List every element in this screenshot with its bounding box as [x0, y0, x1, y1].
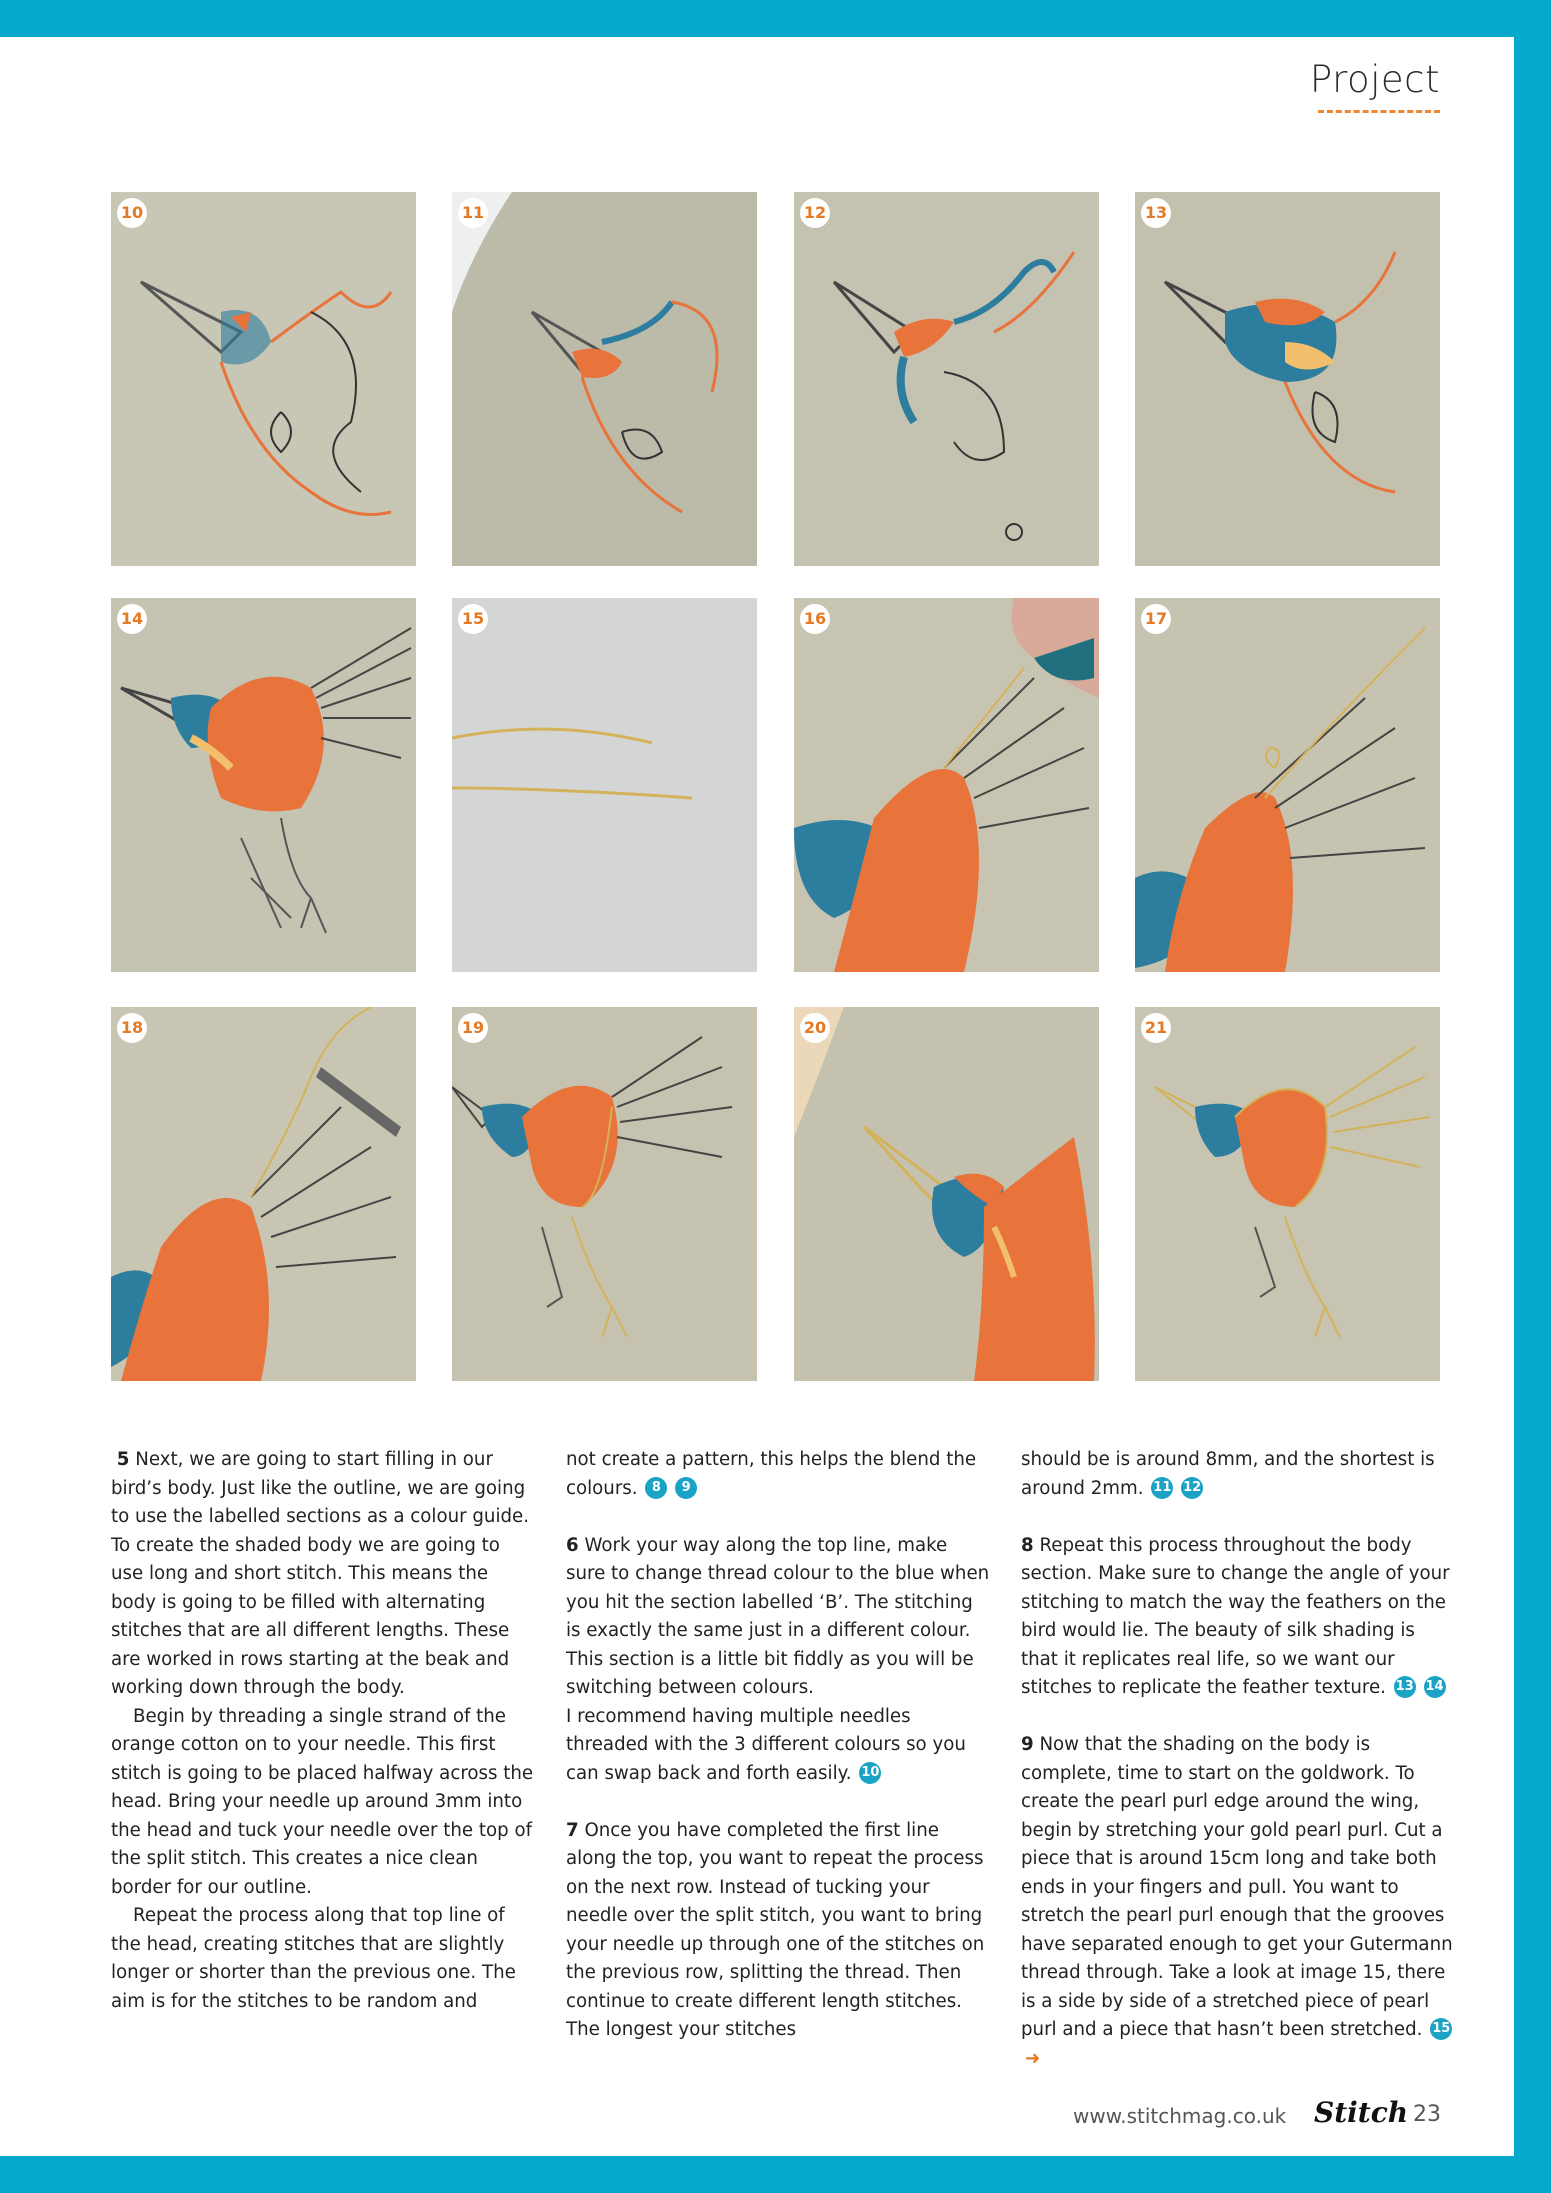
- paragraph-step-5: [111, 1446, 536, 1703]
- step-badge: 10: [117, 198, 147, 228]
- step-number: 5: [116, 1449, 130, 1470]
- step-badge: 20: [800, 1013, 830, 1043]
- paragraph-step-9: [1021, 1731, 1453, 2073]
- paragraph-text: Repeat this process throughout the body section. Make sure to change the angle of your stitching to match the way the feathers on the bird would lie. The beauty of silk shading is that it replicates real life, so we want our stitches to replicate the feather texture.: [1021, 1534, 1450, 1698]
- step-photo-10: [111, 192, 416, 566]
- step-number: 7: [566, 1819, 579, 1841]
- footer-url: www.stitchmag.co.uk: [1073, 2104, 1287, 2128]
- embroidery-photo-21: [1135, 1007, 1440, 1381]
- step-photo-20: [794, 1007, 1099, 1381]
- embroidery-photo-13: [1135, 192, 1440, 566]
- step-badge: 14: [117, 604, 147, 634]
- image-ref-badge: 13: [1394, 1676, 1416, 1698]
- paragraph: [1021, 1446, 1453, 1503]
- paragraph-text: Work your way along the top line, make sure to change thread colour to the blue when you hit the section labelled ‘B’. The stitching is exactly the same just in a different colour. This section is a little bit fiddly as you will be switching between colours.: [566, 1534, 990, 1698]
- step-photo-14: [111, 598, 416, 972]
- step-badge: 21: [1141, 1013, 1171, 1043]
- step-badge: 15: [458, 604, 488, 634]
- paragraph-gap: [566, 1503, 991, 1532]
- continue-arrow-icon: ➜: [1025, 2047, 1041, 2069]
- text-column-3: [1021, 1446, 1453, 2073]
- footer-brand-logo: Stitch: [1314, 2096, 1409, 2129]
- step-badge: 19: [458, 1013, 488, 1043]
- paragraph-step-8: [1021, 1532, 1453, 1703]
- image-ref-badge: 10: [859, 1762, 881, 1784]
- page-number: 23: [1413, 2102, 1441, 2127]
- page-frame-bottom: [0, 2156, 1551, 2193]
- paragraph-step-6: [566, 1532, 991, 1703]
- step-badge: 18: [117, 1013, 147, 1043]
- paragraph: [566, 1703, 991, 1789]
- step-badge: 13: [1141, 198, 1171, 228]
- step-photo-19: [452, 1007, 757, 1381]
- paragraph: Repeat the process along that top line of the head, creating stitches that are slightly longer or shorter than the previous one. The aim is for the stitches to be random and: [111, 1905, 516, 2012]
- text-column-1: [111, 1446, 536, 2016]
- step-badge: 12: [800, 198, 830, 228]
- step-photo-12: [794, 192, 1099, 566]
- embroidery-photo-17: [1135, 598, 1440, 972]
- embroidery-photo-11: [452, 192, 757, 566]
- paragraph-gap: [566, 1788, 991, 1817]
- embroidery-photo-10: [111, 192, 416, 566]
- paragraph-gap: [1021, 1703, 1453, 1732]
- step-photo-13: [1135, 192, 1440, 566]
- image-ref-badge: 15: [1430, 2018, 1452, 2040]
- paragraph-text: Now that the shading on the body is complete, time to start on the goldwork. To create the pearl purl edge around the wing, begin by stretching your gold pearl purl. Cut a piece that is around 15cm long and take both ends in your fingers and pull. You want to stretch the pearl purl enough that the grooves have separated enough to get your Gutermann thread through. Take a look at image 15, there is a side by side of a stretched piece of pearl purl and a piece that hasn’t been stretched.: [1021, 1734, 1453, 2040]
- embroidery-photo-14: [111, 598, 416, 972]
- embroidery-photo-16: [794, 598, 1099, 972]
- embroidery-photo-12: [794, 192, 1099, 566]
- step-number: 8: [1021, 1534, 1034, 1556]
- paragraph-gap: [1021, 1503, 1453, 1532]
- embroidery-photo-20: [794, 1007, 1099, 1381]
- paragraph-step-7: [566, 1817, 991, 2045]
- image-ref-badge: 11: [1151, 1477, 1173, 1499]
- paragraph-text: Next, we are going to start filling in our bird’s body. Just like the outline, we are going to use the labelled sections as a colour guide. To create the shaded body we are going to use long and short stitch. This means the body is going to be filled with alternating stitches that are all different lengths. These are worked in rows starting at the beak and working down through the body.: [111, 1449, 530, 1698]
- step-badge: 11: [458, 198, 488, 228]
- image-ref-badge: 12: [1181, 1477, 1203, 1499]
- step-photo-16: [794, 598, 1099, 972]
- text-column-2: [566, 1446, 991, 2045]
- page-frame-right: [1514, 0, 1551, 2193]
- paragraph-text: I recommend having multiple needles threaded with the 3 different colours so you can swap back and forth easily.: [566, 1705, 966, 1784]
- paragraph: [566, 1446, 991, 1503]
- paragraph-text: should be is around 8mm, and the shortest is around 2mm.: [1021, 1449, 1435, 1499]
- embroidery-photo-19: [452, 1007, 757, 1381]
- step-badge: 16: [800, 604, 830, 634]
- image-ref-badge: 9: [675, 1477, 697, 1499]
- paragraph-text: Once you have completed the first line along the top, you want to repeat the process on the next row. Instead of tucking your needle over the split stitch, you want to bring your needle up through one of the stitches on the previous row, splitting the thread. Then continue to create different length stitches. The longest your stitches: [566, 1819, 985, 2040]
- step-photo-17: [1135, 598, 1440, 972]
- step-photo-18: [111, 1007, 416, 1381]
- paragraph: Begin by threading a single strand of the orange cotton on to your needle. This first stitch is going to be placed halfway across the head. Bring your needle up around 3mm into the head and tuck your needle over the top of the split stitch. This creates a nice clean border for our outline.: [111, 1705, 534, 1898]
- image-ref-badge: 8: [645, 1477, 667, 1499]
- section-label: Project: [1309, 58, 1440, 101]
- step-photo-15: [452, 598, 757, 972]
- embroidery-photo-15: [452, 598, 757, 972]
- embroidery-photo-18: [111, 1007, 416, 1381]
- image-ref-badge: 14: [1424, 1676, 1446, 1698]
- section-underline: [1318, 110, 1440, 113]
- step-number: 9: [1021, 1734, 1034, 1755]
- step-photo-11: [452, 192, 757, 566]
- step-photo-21: [1135, 1007, 1440, 1381]
- paragraph-text: not create a pattern, this helps the blend the colours.: [566, 1449, 977, 1499]
- step-number: 6: [566, 1534, 579, 1556]
- page-frame-top: [0, 0, 1551, 37]
- step-badge: 17: [1141, 604, 1171, 634]
